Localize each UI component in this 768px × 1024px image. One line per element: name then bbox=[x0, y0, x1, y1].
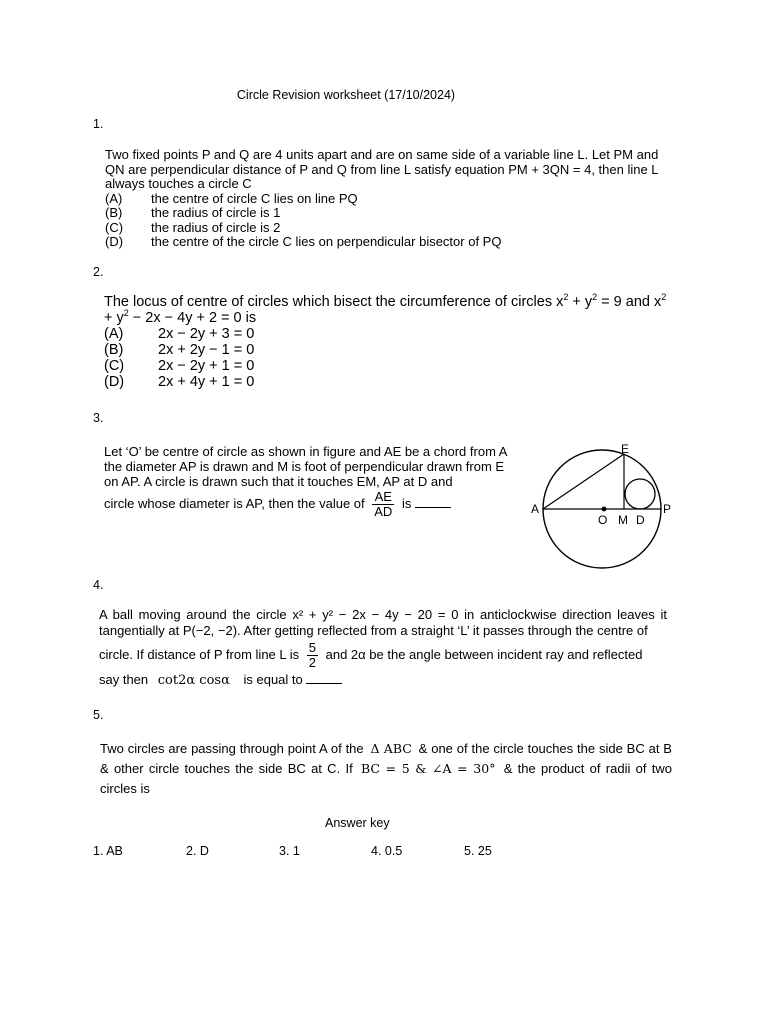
centre-dot bbox=[602, 507, 607, 512]
label-e: E bbox=[621, 442, 630, 456]
label-d: D bbox=[636, 513, 645, 527]
answer-1: 1. AB bbox=[93, 844, 123, 858]
option-a: (A) the centre of circle C lies on line PQ bbox=[105, 190, 358, 206]
question-5: Two circles are passing through point A of the Δ ABC & one of the circle touches the side BC at B & other circle touches the side BC at C. If BC = 5 & ∠A = 30° & the product of radii of two circles is bbox=[100, 741, 672, 796]
question-5-number: 5. bbox=[93, 708, 104, 722]
label-p: P bbox=[663, 502, 672, 516]
answer-3: 3. 1 bbox=[279, 844, 300, 858]
circle-figure bbox=[530, 440, 680, 570]
answer-2: 2. D bbox=[186, 844, 209, 858]
answer-5: 5. 25 bbox=[464, 844, 492, 858]
question-2-number: 2. bbox=[93, 265, 104, 279]
fraction: $\frac{5}{2}$ bbox=[308, 640, 316, 670]
label-m: M bbox=[618, 513, 628, 527]
question-1-number: 1. bbox=[93, 117, 104, 131]
question-2-text: The locus of centre of circles which bisect the circumference of circles $x^2 + y^2 = 9$ and $x^2 + y^2 - 2x - 4y + 2 = 0$ is bbox=[104, 292, 667, 326]
chord-ae bbox=[543, 454, 624, 509]
option-b: (B) 2x + 2y − 1 = 0 bbox=[104, 342, 255, 358]
option-c: (C) the radius of circle is 2 bbox=[105, 219, 281, 235]
option-d: (D) the centre of the circle C lies on perpendicular bisector of PQ bbox=[105, 234, 502, 249]
worksheet-title: Circle Revision worksheet (17/10/2024) bbox=[236, 88, 456, 102]
label-a: A bbox=[531, 502, 540, 516]
answer-blank bbox=[306, 673, 342, 684]
answer-4: 4. 0.5 bbox=[371, 844, 403, 858]
question-4-text-1: A ball moving around the circle x² + y² − 2x − 4y − 20 = 0 in anticlockwise direction leaves it tangentially at P(−2, −2). After getting reflected from a straight ‘L’ it passes through the centre of bbox=[99, 607, 667, 638]
question-3-text: Let ‘O’ be centre of circle as shown in figure and AE be a chord from A the diameter AP is drawn and M is foot of perpendicular drawn from E on AP. A circle is drawn such that it touches EM, AP at D and bbox=[104, 444, 507, 489]
fraction: $\frac{AE}{AD}$ bbox=[374, 489, 393, 519]
small-circle bbox=[625, 479, 655, 509]
option-b: (B) the radius of circle is 1 bbox=[105, 205, 281, 220]
question-2 bbox=[104, 294, 674, 390]
answer-blank bbox=[415, 497, 451, 508]
question-1 bbox=[105, 148, 671, 250]
answer-key-heading: Answer key bbox=[325, 816, 390, 830]
option-c: (C) 2x − 2y + 1 = 0 bbox=[104, 358, 255, 374]
question-4 bbox=[99, 607, 667, 689]
question-3-last-line: circle whose diameter is AP, then the value of $\frac{AE}{AD}$ is bbox=[104, 490, 451, 519]
question-1-text: Two fixed points P and Q are 4 units apart and are on same side of a variable line L. Let PM and QN are perpendicular distance of P and Q from line L satisfy equation PM + 3QN = 4, then line L always touches a circle C bbox=[105, 147, 659, 191]
question-4-number: 4. bbox=[93, 578, 104, 592]
question-4-text-2: circle. If distance of P from line L is $\frac{5}{2}$ and 2α be the angle between incident ray and reflected bbox=[99, 640, 643, 670]
question-3-number: 3. bbox=[93, 411, 104, 425]
question-4-text-3: say then cot2α cosα is equal to bbox=[99, 672, 667, 689]
label-o: O bbox=[598, 513, 608, 527]
option-a: (A) 2x − 2y + 3 = 0 bbox=[104, 326, 255, 342]
option-d: (D) 2x + 4y + 1 = 0 bbox=[104, 374, 255, 390]
